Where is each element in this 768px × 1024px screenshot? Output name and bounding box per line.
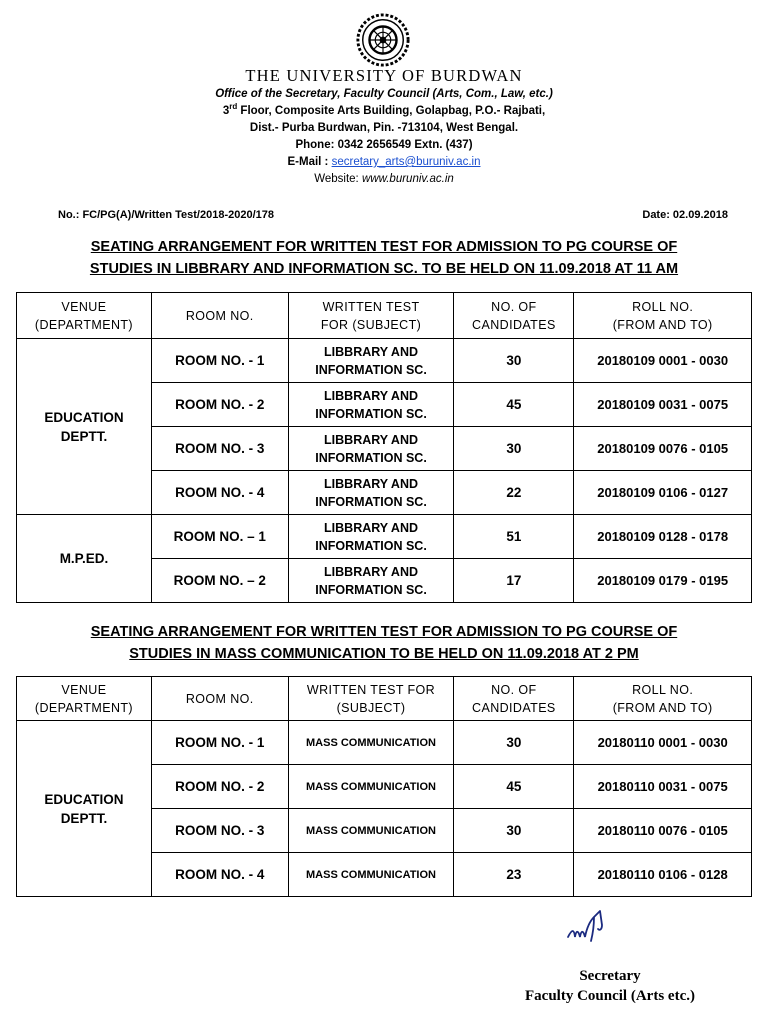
reference-date: Date: 02.09.2018 [642, 209, 728, 221]
floor-number: 3 [222, 105, 230, 117]
letterhead [0, 66, 768, 188]
roll-cell: 20180109 0031 - 0075 [574, 383, 752, 427]
address-line-2: Dist.- Purba Burdwan, Pin. -713104, West Bengal. [249, 122, 519, 134]
table-header-row [17, 293, 752, 339]
subject-l2: INFORMATION SC. [315, 362, 427, 377]
seating-table-library [16, 292, 752, 603]
col-cand-l2: CANDIDATES [472, 700, 556, 715]
candidates-cell: 23 [454, 853, 574, 897]
website-link[interactable]: www.buruniv.ac.in [361, 173, 454, 185]
room-cell: ROOM NO. – 2 [151, 559, 288, 603]
col-roll [574, 677, 752, 721]
col-test [288, 677, 454, 721]
subject-cell: MASS COMMUNICATION [288, 809, 454, 853]
section2-title-line2: STUDIES IN MASS COMMUNICATION TO BE HELD ON 11.09.2018 AT 2 PM [129, 646, 639, 662]
roll-cell: 20180109 0106 - 0127 [574, 471, 752, 515]
col-candidates [454, 293, 574, 339]
university-seal-icon [354, 12, 412, 68]
subject-cell [288, 427, 454, 471]
table-row [17, 721, 752, 765]
col-test-l2: FOR (SUBJECT) [320, 317, 422, 332]
subject-cell [288, 339, 454, 383]
room-cell: ROOM NO. - 2 [151, 383, 288, 427]
candidates-cell: 51 [454, 515, 574, 559]
col-room: ROOM NO. [151, 677, 288, 721]
subject-l1: LIBBRARY AND [324, 564, 419, 579]
office-line: Office of the Secretary, Faculty Council (Arts, Com., Law, etc.) [215, 88, 553, 100]
venue-l2: DEPTT. [60, 810, 108, 826]
signature-icon [564, 907, 612, 947]
section1-title [20, 236, 748, 280]
candidates-cell: 17 [454, 559, 574, 603]
col-candidates [454, 677, 574, 721]
col-venue-l1: VENUE [61, 682, 107, 697]
section1-title-line2: STUDIES IN LIBBRARY AND INFORMATION SC. TO BE HELD ON 11.09.2018 AT 11 AM [89, 261, 679, 277]
col-cand-l2: CANDIDATES [472, 317, 556, 332]
subject-cell [288, 471, 454, 515]
venue-cell [17, 721, 152, 897]
table-row [17, 339, 752, 383]
roll-cell: 20180109 0076 - 0105 [574, 427, 752, 471]
col-test-l1: WRITTEN TEST FOR [306, 682, 436, 697]
room-cell: ROOM NO. - 3 [151, 427, 288, 471]
email-label: E-Mail : [287, 156, 332, 168]
col-venue-l2: (DEPARTMENT) [34, 317, 133, 332]
email-line [0, 154, 768, 171]
subject-l1: LIBBRARY AND [324, 388, 419, 403]
subject-l1: LIBBRARY AND [324, 476, 419, 491]
subject-cell: MASS COMMUNICATION [288, 765, 454, 809]
venue-l1: M.P.ED. [59, 551, 109, 566]
subject-l1: LIBBRARY AND [324, 520, 419, 535]
col-room: ROOM NO. [151, 293, 288, 339]
subject-cell: MASS COMMUNICATION [288, 721, 454, 765]
col-roll-l1: ROLL NO. [632, 299, 694, 314]
venue-l1: EDUCATION [44, 791, 124, 807]
reference-number: No.: FC/PG(A)/Written Test/2018-2020/178 [58, 209, 274, 221]
subject-l2: INFORMATION SC. [315, 538, 427, 553]
email-link[interactable]: secretary_arts@buruniv.ac.in [331, 156, 481, 168]
candidates-cell: 30 [454, 339, 574, 383]
website-label: Website: [314, 173, 362, 185]
room-cell: ROOM NO. - 2 [151, 765, 288, 809]
seating-table-mass-communication [16, 676, 752, 897]
signatory-title: Secretary [579, 968, 641, 984]
address-line-1 [0, 103, 768, 120]
section2-title [20, 621, 748, 665]
col-test-l1: WRITTEN TEST [322, 299, 420, 314]
floor-suffix: rd [229, 102, 238, 112]
venue-l2: DEPTT. [60, 428, 108, 444]
col-venue-l2: (DEPARTMENT) [34, 700, 133, 715]
roll-cell: 20180110 0001 - 0030 [574, 721, 752, 765]
venue-cell [17, 515, 152, 603]
subject-cell [288, 559, 454, 603]
subject-l1: LIBBRARY AND [324, 432, 419, 447]
section2-title-line1: SEATING ARRANGEMENT FOR WRITTEN TEST FOR ADMISSION TO PG COURSE OF [90, 624, 678, 640]
address-rest: Floor, Composite Arts Building, Golapbag, P.O.- Rajbati, [237, 105, 546, 117]
phone-line: Phone: 0342 2656549 Extn. (437) [295, 139, 473, 151]
university-name: THE UNIVERSITY OF BURDWAN [245, 66, 523, 85]
col-test-l2: (SUBJECT) [336, 700, 406, 715]
col-venue-l1: VENUE [61, 299, 107, 314]
subject-l2: INFORMATION SC. [315, 450, 427, 465]
col-roll [574, 293, 752, 339]
section1-title-line1: SEATING ARRANGEMENT FOR WRITTEN TEST FOR ADMISSION TO PG COURSE OF [90, 239, 678, 255]
website-line [0, 171, 768, 188]
subject-l2: INFORMATION SC. [315, 582, 427, 597]
col-roll-l2: (FROM AND TO) [612, 317, 713, 332]
room-cell: ROOM NO. - 4 [151, 853, 288, 897]
col-venue [17, 293, 152, 339]
candidates-cell: 22 [454, 471, 574, 515]
room-cell: ROOM NO. - 1 [151, 339, 288, 383]
roll-cell: 20180109 0001 - 0030 [574, 339, 752, 383]
subject-cell [288, 515, 454, 559]
roll-cell: 20180110 0106 - 0128 [574, 853, 752, 897]
candidates-cell: 30 [454, 721, 574, 765]
subject-cell [288, 383, 454, 427]
col-test [288, 293, 454, 339]
col-roll-l1: ROLL NO. [632, 682, 694, 697]
col-cand-l1: NO. OF [491, 682, 537, 697]
col-roll-l2: (FROM AND TO) [612, 700, 713, 715]
room-cell: ROOM NO. - 4 [151, 471, 288, 515]
table-header-row [17, 677, 752, 721]
roll-cell: 20180109 0128 - 0178 [574, 515, 752, 559]
signatory-office: Faculty Council (Arts etc.) [525, 988, 695, 1004]
col-cand-l1: NO. OF [491, 299, 537, 314]
candidates-cell: 45 [454, 383, 574, 427]
subject-l2: INFORMATION SC. [315, 494, 427, 509]
col-venue [17, 677, 152, 721]
table-row [17, 515, 752, 559]
subject-l1: LIBBRARY AND [324, 344, 419, 359]
venue-cell [17, 339, 152, 515]
subject-l2: INFORMATION SC. [315, 406, 427, 421]
roll-cell: 20180110 0076 - 0105 [574, 809, 752, 853]
roll-cell: 20180110 0031 - 0075 [574, 765, 752, 809]
candidates-cell: 30 [454, 427, 574, 471]
candidates-cell: 45 [454, 765, 574, 809]
room-cell: ROOM NO. – 1 [151, 515, 288, 559]
candidates-cell: 30 [454, 809, 574, 853]
room-cell: ROOM NO. - 1 [151, 721, 288, 765]
venue-l1: EDUCATION [44, 409, 124, 425]
room-cell: ROOM NO. - 3 [151, 809, 288, 853]
roll-cell: 20180109 0179 - 0195 [574, 559, 752, 603]
subject-cell: MASS COMMUNICATION [288, 853, 454, 897]
